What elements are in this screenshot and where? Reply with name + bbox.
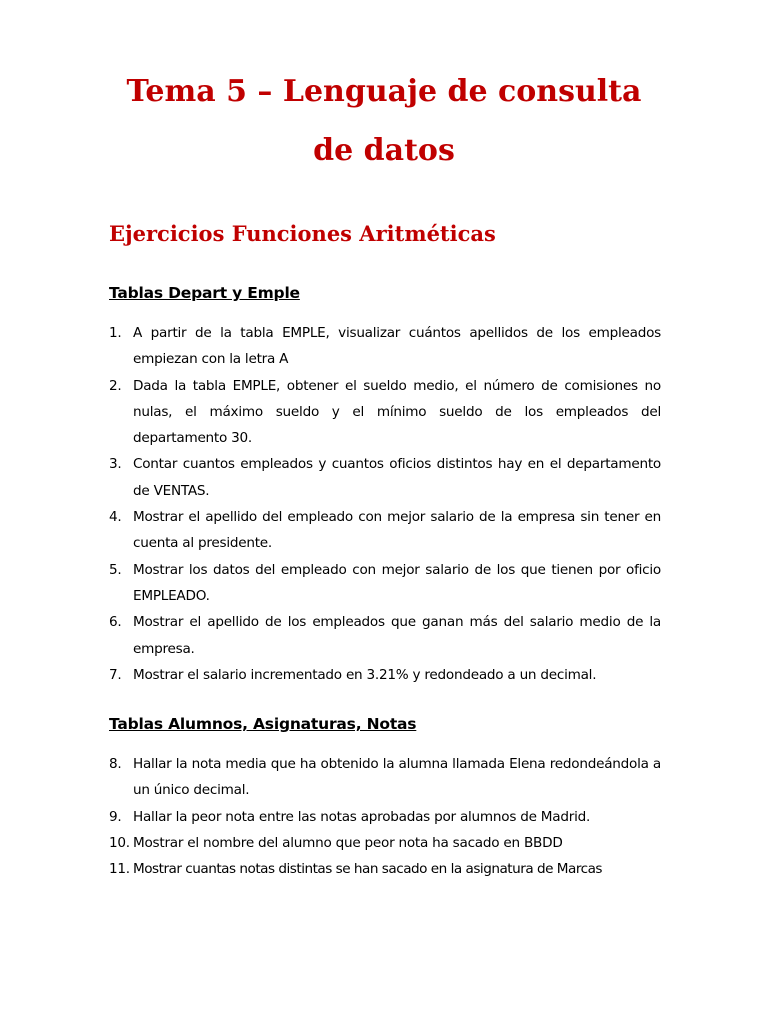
list-item bbox=[109, 751, 661, 804]
item-number: 7. bbox=[109, 666, 122, 683]
item-number: 10. bbox=[109, 834, 130, 851]
item-text: Mostrar los datos del empleado con mejor salario de los que tienen por oficio EMPLEADO. bbox=[133, 561, 661, 604]
item-text: Hallar la nota media que ha obtenido la alumna llamada Elena redondeándola a un único decimal. bbox=[133, 756, 661, 799]
exercise-list-alumnos bbox=[109, 751, 661, 882]
item-number: 5. bbox=[109, 561, 122, 578]
list-item bbox=[109, 830, 661, 856]
list-item bbox=[109, 373, 661, 452]
list-item bbox=[109, 662, 661, 688]
list-item bbox=[109, 804, 661, 830]
list-item bbox=[109, 856, 661, 882]
list-item bbox=[109, 451, 661, 504]
subheading-alumnos-asignaturas-notas: Tablas Alumnos, Asignaturas, Notas bbox=[109, 715, 417, 733]
item-text: Mostrar el apellido del empleado con mejor salario de la empresa sin tener en cuenta al presidente. bbox=[133, 509, 661, 552]
page-title-line-1: Tema 5 – Lenguaje de consulta bbox=[126, 74, 642, 109]
item-number: 2. bbox=[109, 377, 122, 394]
item-number: 4. bbox=[109, 509, 122, 526]
item-text: Dada la tabla EMPLE, obtener el sueldo medio, el número de comisiones no nulas, el máximo sueldo y el mínimo sueldo de los empleados del departamento 30. bbox=[133, 377, 661, 447]
section-title: Ejercicios Funciones Aritméticas bbox=[109, 221, 496, 246]
item-text: Mostrar el apellido de los empleados que ganan más del salario medio de la empresa. bbox=[133, 614, 661, 657]
item-number: 6. bbox=[109, 614, 122, 631]
item-number: 9. bbox=[109, 808, 122, 825]
item-number: 1. bbox=[109, 325, 122, 341]
item-number: 8. bbox=[109, 756, 122, 772]
item-text: Mostrar el nombre del alumno que peor nota ha sacado en BBDD bbox=[133, 834, 563, 851]
list-item bbox=[109, 504, 661, 557]
list-item bbox=[109, 557, 661, 610]
item-text: Contar cuantos empleados y cuantos oficios distintos hay en el departamento de VENTAS. bbox=[133, 456, 661, 499]
item-text: Mostrar cuantas notas distintas se han sacado en la asignatura de Marcas bbox=[133, 861, 603, 878]
item-text: A partir de la tabla EMPLE, visualizar cuántos apellidos de los empleados empiezan con la letra A bbox=[133, 325, 661, 368]
list-item bbox=[109, 609, 661, 662]
list-item bbox=[109, 320, 661, 373]
item-number: 11. bbox=[109, 861, 130, 878]
page-title-line-2: de datos bbox=[313, 133, 455, 168]
exercise-list-depart-emple bbox=[109, 320, 661, 688]
item-text: Mostrar el salario incrementado en 3.21% y redondeado a un decimal. bbox=[133, 666, 597, 683]
subheading-depart-emple: Tablas Depart y Emple bbox=[109, 284, 300, 302]
item-text: Hallar la peor nota entre las notas aprobadas por alumnos de Madrid. bbox=[133, 808, 591, 825]
item-number: 3. bbox=[109, 456, 122, 473]
